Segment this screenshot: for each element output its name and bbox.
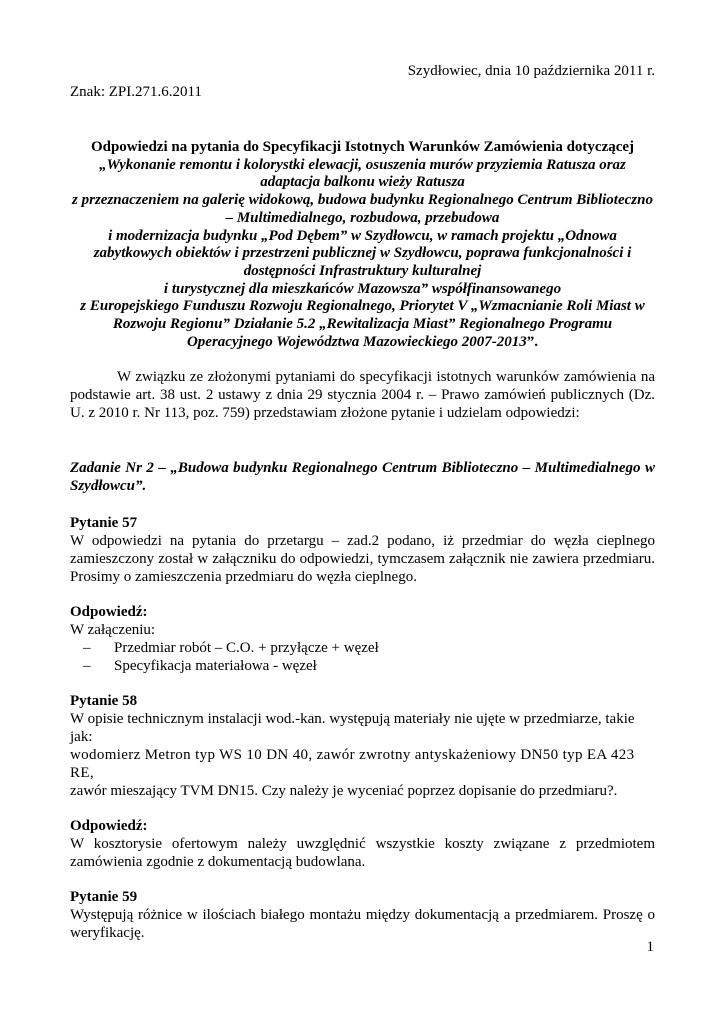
place-date: Szydłowiec, dnia 10 października 2011 r.	[407, 63, 655, 79]
question-57	[70, 514, 655, 586]
document-page	[70, 62, 655, 942]
title-line: „Wykonanie remontu i kolorystki elewacji, osuszenia murów przyziemia Ratusza oraz adaptacja balkonu wieży Ratusza	[99, 156, 626, 191]
title-line-text: z Europejskiego Funduszu Rozwoju Regionalnego, Priorytet V „Wzmacnianie Roli Miast w Rozwoju Regionu” Działanie 5.2 „Rewitalizacja Miast” Regionalnego Programu Operacyjnego Województwa Mazowieckiego 2007-2013	[80, 298, 645, 350]
document-title	[70, 139, 655, 351]
list-item-text: Przedmiar robót – C.O. + przyłącze + węzeł	[114, 640, 379, 657]
answer-list	[70, 639, 655, 675]
list-item	[83, 639, 655, 657]
question-text-line: zawór mieszający TVM DN15. Czy należy je wyceniać poprzez dopisanie do przedmiaru?.	[70, 783, 618, 800]
title-line-end: ”.	[526, 333, 539, 350]
answer-heading: Odpowiedź:	[70, 604, 148, 621]
answer-58	[70, 817, 655, 871]
list-item	[83, 657, 655, 675]
title-line	[70, 298, 655, 351]
title-line: Odpowiedzi na pytania do Specyfikacji Istotnych Warunków Zamówienia dotyczącej	[90, 139, 635, 155]
answer-heading: Odpowiedź:	[70, 818, 148, 835]
question-text-line: wodomierz Metron typ WS 10 DN 40, zawór zwrotny antyskażeniowy DN50 typ EA 423 RE,	[70, 747, 635, 782]
task-heading: Zadanie Nr 2 – „Budowa budynku Regionalnego Centrum Biblioteczno – Multimedialnego w Szydłowcu”.	[70, 460, 655, 495]
answer-57	[70, 603, 655, 675]
dash-bullet-icon: –	[83, 640, 91, 657]
title-line: i modernizacja budynku „Pod Dębem” w Szydłowcu, w ramach projektu „Odnowa zabytkowych obiektów i przestrzeni publicznej w Szydłowcu, poprawa funkcjonalności i dostępności Infrastruktury kulturalnej	[93, 227, 632, 279]
question-58	[70, 692, 655, 800]
page-number: 1	[646, 939, 654, 955]
question-heading: Pytanie 57	[70, 515, 138, 532]
answer-text: W kosztorysie ofertowym należy uwzględnić wszystkie koszty związane z przedmiotem zamówienia zgodnie z dokumentacją budowlana.	[70, 836, 655, 871]
title-line: i turystycznej dla mieszkańców Mazowsza” współfinansowanego	[163, 280, 562, 297]
question-heading: Pytanie 58	[70, 693, 138, 710]
question-59	[70, 888, 655, 942]
question-text: Występują różnice w ilościach białego montażu między dokumentacją a przedmiarem. Proszę o weryfikację.	[70, 907, 655, 942]
dash-bullet-icon: –	[83, 658, 91, 675]
title-line: z przeznaczeniem na galerię widokową, budowa budynku Regionalnego Centrum Biblioteczno – Multimedialnego, rozbudowa, przebudowa	[72, 192, 653, 226]
answer-intro: W załączeniu:	[70, 622, 156, 639]
list-item-text: Specyfikacja materiałowa - węzeł	[114, 658, 317, 675]
intro-paragraph: W związku ze złożonymi pytaniami do specyfikacji istotnych warunków zamówienia na podstawie art. 38 ust. 2 ustawy z dnia 29 stycznia 2004 r. – Prawo zamówień publicznych (Dz. U. z 2010 r. Nr 113, poz. 759) przedstawiam złożone pytanie i udzielam odpowiedzi:	[70, 369, 655, 422]
question-text-line: W opisie technicznym instalacji wod.-kan. występują materiały nie ujęte w przedmiarze, takie jak:	[70, 711, 635, 746]
question-text: W odpowiedzi na pytania do przetargu – zad.2 podano, iż przedmiar do węzła cieplnego zamieszczony został w załączniku do odpowiedzi, tymczasem załącznik nie zawiera przedmiaru. Prosimy o zamieszczenia przedmiaru do węzła cieplnego.	[70, 533, 655, 586]
question-heading: Pytanie 59	[70, 889, 138, 906]
reference-number: Znak: ZPI.271.6.2011	[70, 84, 202, 100]
